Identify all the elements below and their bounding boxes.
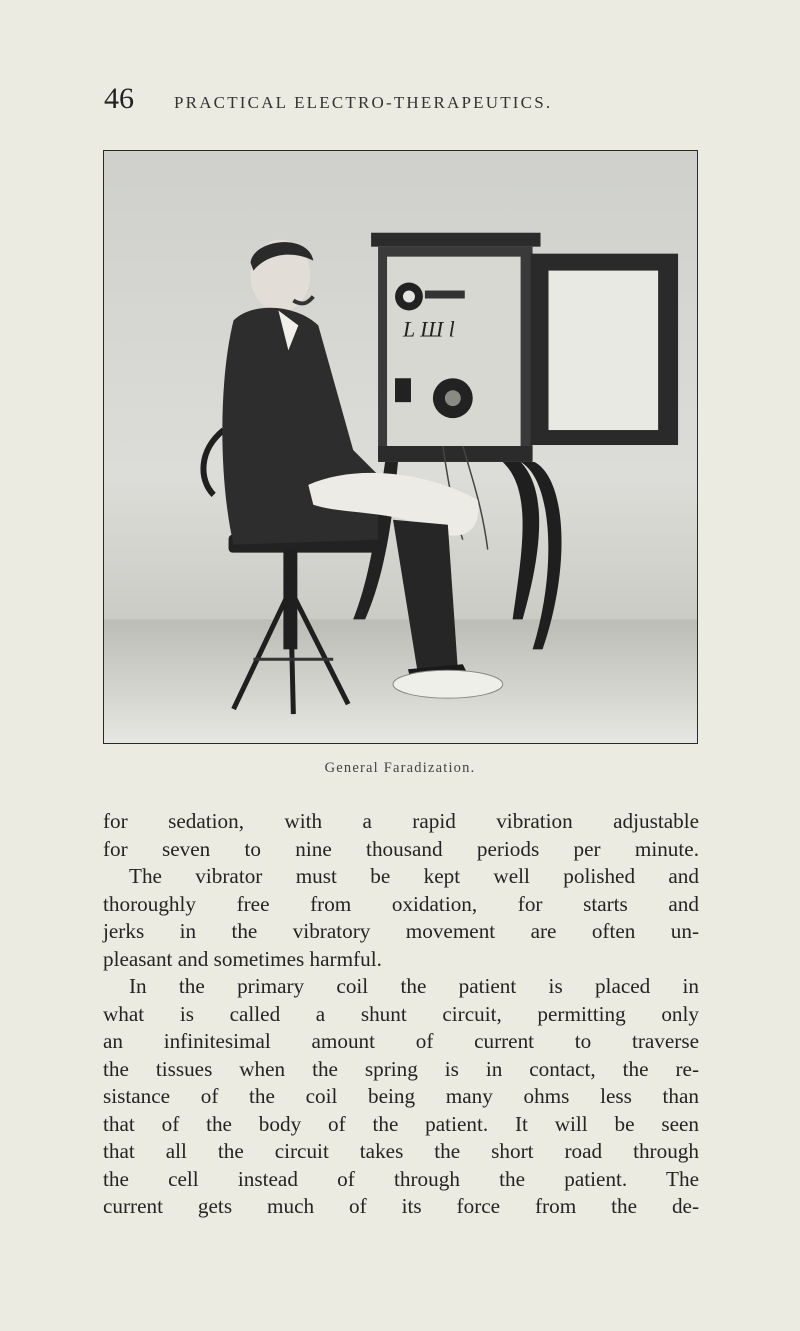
faradization-photo [104, 151, 697, 743]
text-line: the cell instead of through the patient. The [103, 1166, 699, 1191]
text-line: thoroughly free from oxidation, for starts and [103, 891, 699, 916]
text-line: current gets much of its force from the de- [103, 1194, 699, 1218]
text-line: for seven to nine thousand periods per minute. [103, 836, 699, 861]
text-line: that of the body of the patient. It will be seen [103, 1111, 699, 1136]
text-line: what is called a shunt circuit, permitting only [103, 1001, 699, 1026]
text-line: pleasant and sometimes harmful. [103, 946, 382, 971]
text-line: sistance of the coil being many ohms less than [103, 1084, 699, 1108]
text-line: that all the circuit takes the short road through [103, 1139, 699, 1163]
figure-caption: General Faradization. [324, 760, 476, 776]
text-line: the tissues when the spring is in contact, the re- [103, 1056, 699, 1081]
text-line: In the primary coil the patient is placed in [129, 974, 699, 998]
text-line: jerks in the vibratory movement are often un- [103, 919, 699, 943]
page-number: 46 [104, 82, 134, 115]
running-title: PRACTICAL ELECTRO-THERAPEUTICS. [174, 93, 553, 112]
foot-basin [393, 670, 503, 698]
text-line: The vibrator must be kept well polished and [129, 864, 699, 888]
text-line: for sedation, with a rapid vibration adjustable [103, 809, 699, 833]
body-text [103, 808, 699, 1221]
page-header [104, 82, 704, 122]
figure-photograph [103, 150, 698, 744]
text-line: an infinitesimal amount of current to traverse [103, 1029, 699, 1053]
svg-text:L Ш l: L Ш l [402, 316, 455, 342]
